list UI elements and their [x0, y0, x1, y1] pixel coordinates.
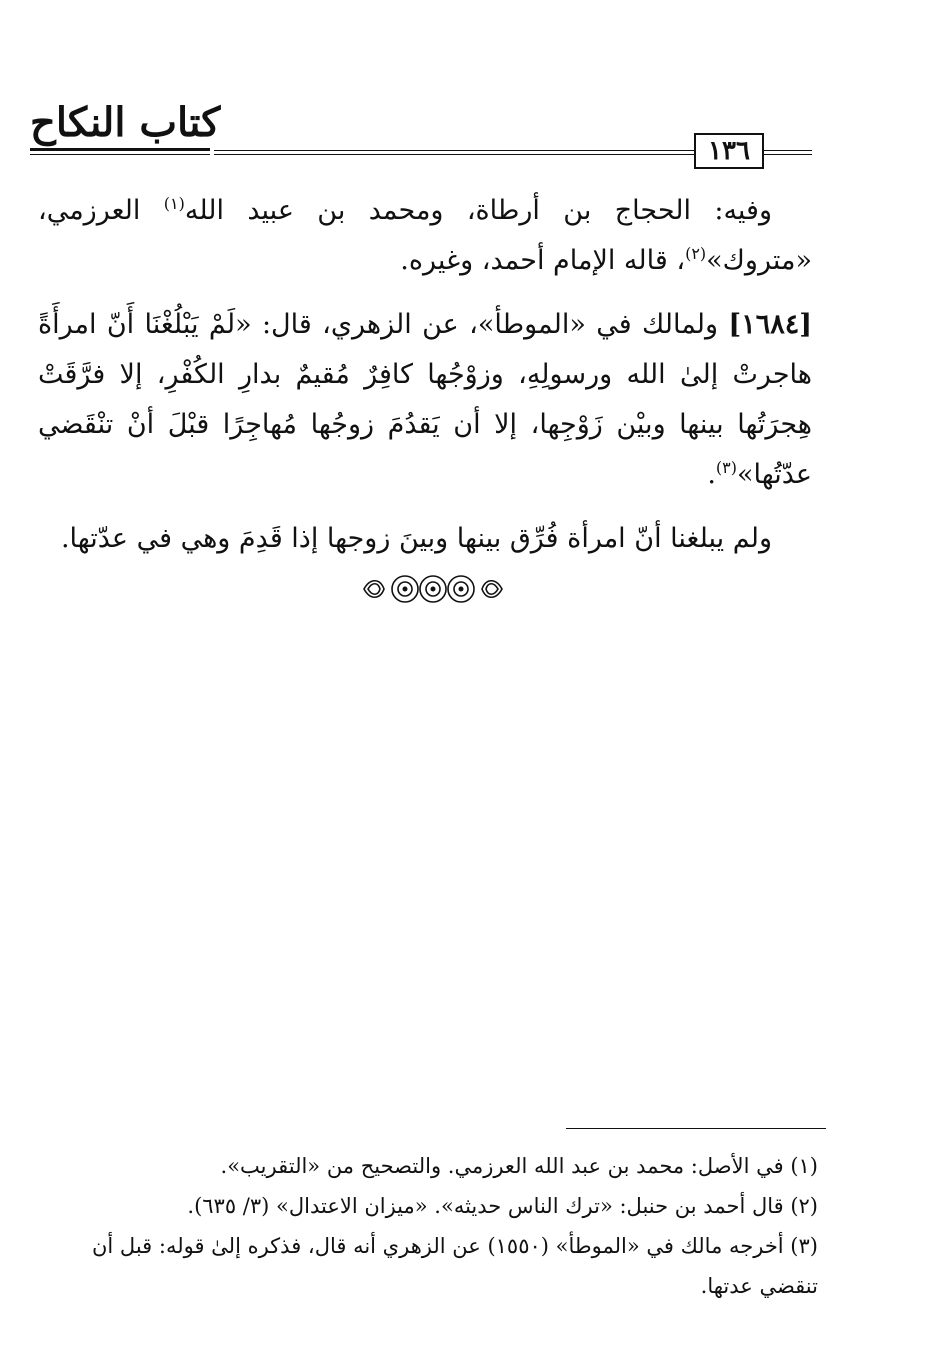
footnote-ref-1: (١) [163, 194, 185, 213]
paragraph-3-text: ولم يبلغنا أنّ امرأة فُرِّق بينها وبينَ زوجها إذا قَدِمَ وهي في عدّتها. [60, 523, 772, 554]
footnotes [56, 1146, 818, 1306]
footnote-3: (٣) أخرجه مالك في «الموطأ» (١٥٥٠) عن الزهري أنه قال، فذكره إلىٰ قوله: قبل أن تنقضي عدتها. [92, 1234, 818, 1298]
header-rule-lower [214, 154, 694, 155]
footnote-ref-3: (٣) [715, 458, 737, 477]
hadith-number: [١٦٨٤] [728, 309, 812, 340]
paragraph-2-end: . [707, 459, 716, 490]
footnote-separator [566, 1128, 826, 1129]
header-rule-right [764, 150, 812, 151]
ornament-divider [360, 572, 506, 606]
paragraph-2 [38, 300, 812, 500]
chapter-title: كتاب النكاح [30, 99, 221, 146]
paragraph-1-cont: العرزمي، «متروك» [38, 195, 812, 276]
paragraph-1-text: وفيه: الحجاج بن أرطاة، ومحمد بن عبيد الله [184, 195, 773, 226]
footnote-ref-2: (٢) [685, 244, 707, 263]
title-underline-thick [30, 148, 210, 151]
main-text [38, 186, 812, 564]
paragraph-2-text: ولمالك في «الموطأ»، عن الزهري، قال: «لَمْ يَبْلُغْنَا أَنّ امرأَةً هاجرتْ إلىٰ الله ورسولِهِ، وزوْجُها كافِرٌ مُقيمٌ بدارِ الكُفْرِ، إلا فرَّقَتْ هِجرَتُها بينها وبيْن زَوْجِها، إلا أن يَقدُمَ زوجُها مُهاجِرًا قبْلَ أنْ تنْقَضي عدّتُها» [38, 309, 812, 490]
paragraph-1 [38, 186, 812, 286]
paragraph-3 [38, 514, 812, 564]
page-number: ١٣٦ [694, 133, 764, 169]
header-rule-right-lower [764, 154, 812, 155]
title-underline-thin [30, 154, 210, 155]
footnote-1: (١) في الأصل: محمد بن عبد الله العرزمي. والتصحيح من «التقريب». [220, 1154, 818, 1178]
paragraph-1-end: ، قاله الإمام أحمد، وغيره. [400, 245, 686, 276]
header-rule [214, 150, 694, 151]
footnote-2: (٢) قال أحمد بن حنبل: «ترك الناس حديثه». «ميزان الاعتدال» (٣/ ٦٣٥). [187, 1194, 818, 1218]
